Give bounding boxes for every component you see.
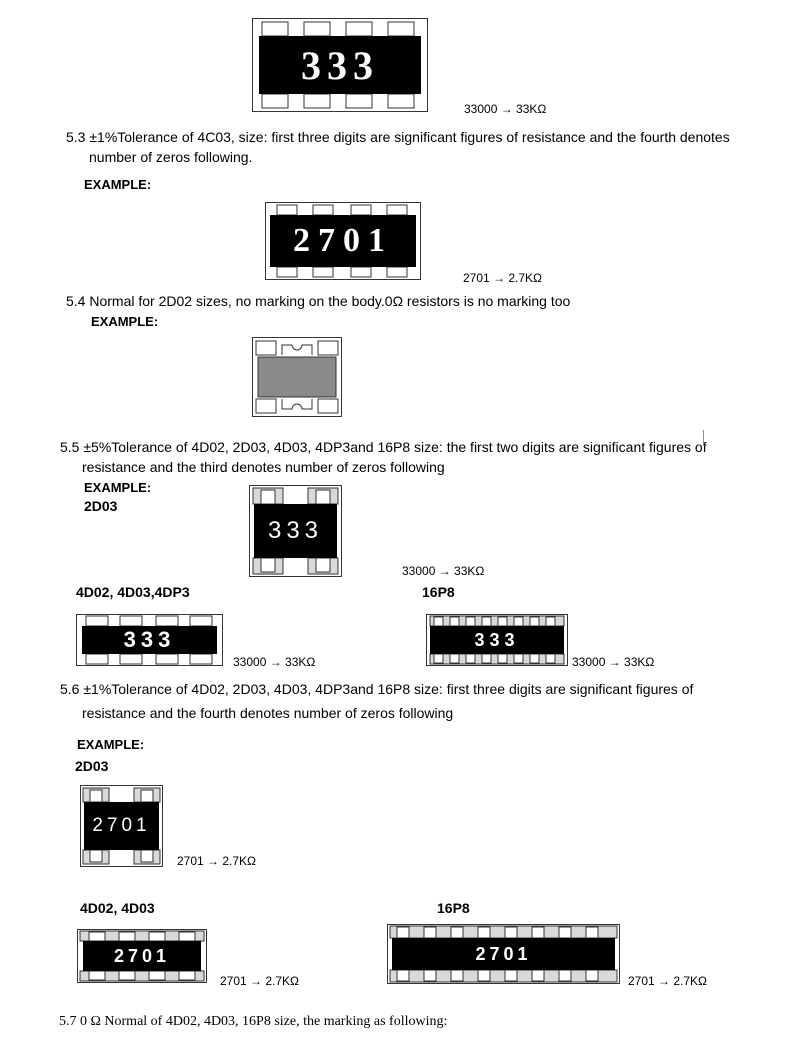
heading-16p8-5-5: 16P8 — [422, 584, 455, 600]
caption-16p8-5-6: 2701 → 2.7KΩ — [628, 974, 708, 988]
caption-16p8-5-5: 33000 → 33KΩ — [572, 655, 655, 669]
section-5-6-line1: 5.6 ±1%Tolerance of 4D02, 2D03, 4D03, 4DP3and 16P8 size: first three digits are significant figures of — [60, 681, 694, 697]
caption-5-3: 2701 → 2.7KΩ — [463, 271, 543, 285]
chip-marking: 333 — [123, 627, 176, 652]
chip-marking: 2701 — [113, 945, 171, 966]
caption-4d-5-5: 33000 → 33KΩ — [233, 655, 316, 669]
section-5-4-line1: 5.4 Normal for 2D02 sizes, no marking on the body.0Ω resistors is no marking too — [66, 293, 571, 309]
example-label-5-3: EXAMPLE: — [84, 177, 152, 192]
chip-outline — [252, 337, 342, 417]
chip-16p8-333 — [426, 614, 568, 666]
chip-2d03-333 — [249, 485, 342, 577]
chip-marking: 333 — [301, 42, 379, 88]
example-label-5-5: EXAMPLE: — [84, 480, 152, 495]
chip-4d-333 — [76, 614, 223, 666]
chip-16p8-2701 — [387, 924, 620, 984]
section-5-5-line2: resistance and the third denotes number of zeros following — [82, 459, 445, 475]
chip-4c03-2701 — [265, 202, 421, 280]
chip-marking: 2701 — [92, 815, 151, 836]
chip-2d03-2701 — [80, 785, 163, 867]
section-5-7-line1: 5.7 0 Ω Normal of 4D02, 4D03, 16P8 size, the marking as following: — [59, 1014, 448, 1029]
example-label-5-6: EXAMPLE: — [77, 737, 145, 752]
chip-marking: 333 — [267, 517, 324, 544]
heading-16p8-5-6: 16P8 — [437, 900, 470, 916]
chip-marking: 2701 — [475, 943, 532, 964]
heading-2d03-5-5: 2D03 — [84, 498, 118, 514]
chip-array-333-top — [252, 18, 428, 112]
heading-2d03-5-6: 2D03 — [75, 758, 109, 774]
caption-top: 33000 → 33KΩ — [464, 102, 547, 116]
heading-4d-5-6: 4D02, 4D03 — [80, 900, 155, 916]
section-5-5-line1: 5.5 ±5%Tolerance of 4D02, 2D03, 4D03, 4DP3and 16P8 size: the first two digits are significant figures of — [60, 439, 707, 455]
example-label-5-4: EXAMPLE: — [91, 314, 159, 329]
chip-marking: 2701 — [293, 222, 393, 259]
heading-4d-5-5: 4D02, 4D03,4DP3 — [76, 584, 190, 600]
chip-marking: 333 — [474, 629, 520, 650]
chip-2d02-blank — [252, 337, 342, 417]
section-5-3-line2: number of zeros following. — [89, 149, 253, 165]
caption-4d-5-6: 2701 → 2.7KΩ — [220, 974, 300, 988]
chip-4d-2701 — [77, 929, 207, 983]
caption-2d03-5-6: 2701 → 2.7KΩ — [177, 854, 257, 868]
caption-2d03-5-5: 33000 → 33KΩ — [402, 564, 485, 578]
section-5-3-line1: 5.3 ±1%Tolerance of 4C03, size: first three digits are significant figures of resistance and the fourth denotes — [66, 129, 730, 145]
section-5-6-line2: resistance and the fourth denotes number of zeros following — [82, 705, 454, 721]
